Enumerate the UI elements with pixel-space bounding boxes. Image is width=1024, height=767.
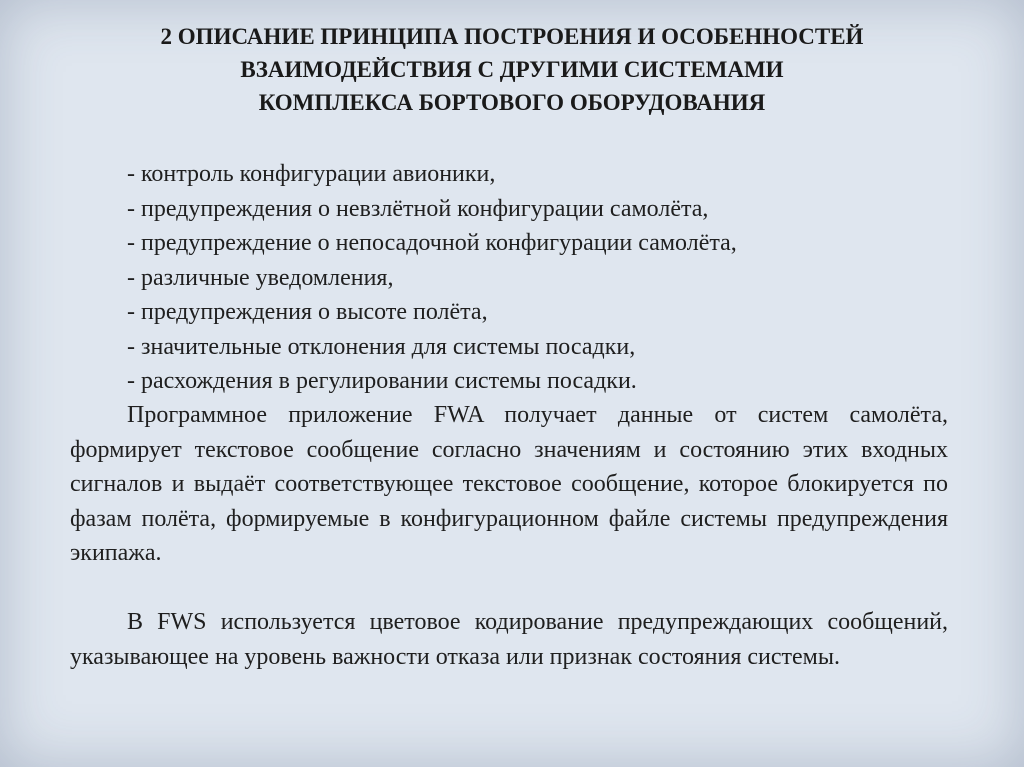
bullet-item: - предупреждение о непосадочной конфигурации самолёта, <box>127 230 737 256</box>
bullet-item: - расхождения в регулировании системы посадки. <box>127 368 637 394</box>
title-line-2: ВЗАИМОДЕЙСТВИЯ С ДРУГИМИ СИСТЕМАМИ <box>240 57 784 82</box>
bullet-item: - значительные отклонения для системы посадки, <box>127 333 636 360</box>
bullet-item: - различные уведомления, <box>127 264 394 291</box>
bullet-item: - предупреждения о невзлётной конфигурации самолёта, <box>127 195 709 222</box>
bullet-list <box>127 157 967 399</box>
slide-title <box>40 20 984 119</box>
title-line-1: 2 ОПИСАНИЕ ПРИНЦИПА ПОСТРОЕНИЯ И ОСОБЕННОСТЕЙ <box>160 24 864 49</box>
paragraph-fwa: Программное приложение FWA получает данные от систем самолёта, формирует текстовое сообщение согласно значениям и состоянию этих входных сигналов и выдаёт соответствующее текстовое сообщение, которое блокируется по фазам полёта, формируемые в конфигурационном файле системы предупреждения экипажа. <box>70 402 948 566</box>
bullet-item: - предупреждения о высоте полёта, <box>127 299 488 325</box>
title-line-3: КОМПЛЕКСА БОРТОВОГО ОБОРУДОВАНИЯ <box>258 90 766 115</box>
bullet-item: - контроль конфигурации авионики, <box>127 161 496 187</box>
paragraph-fws: В FWS используется цветовое кодирование предупреждающих сообщений, указывающее на уровень важности отказа или признак состояния системы. <box>70 609 948 670</box>
